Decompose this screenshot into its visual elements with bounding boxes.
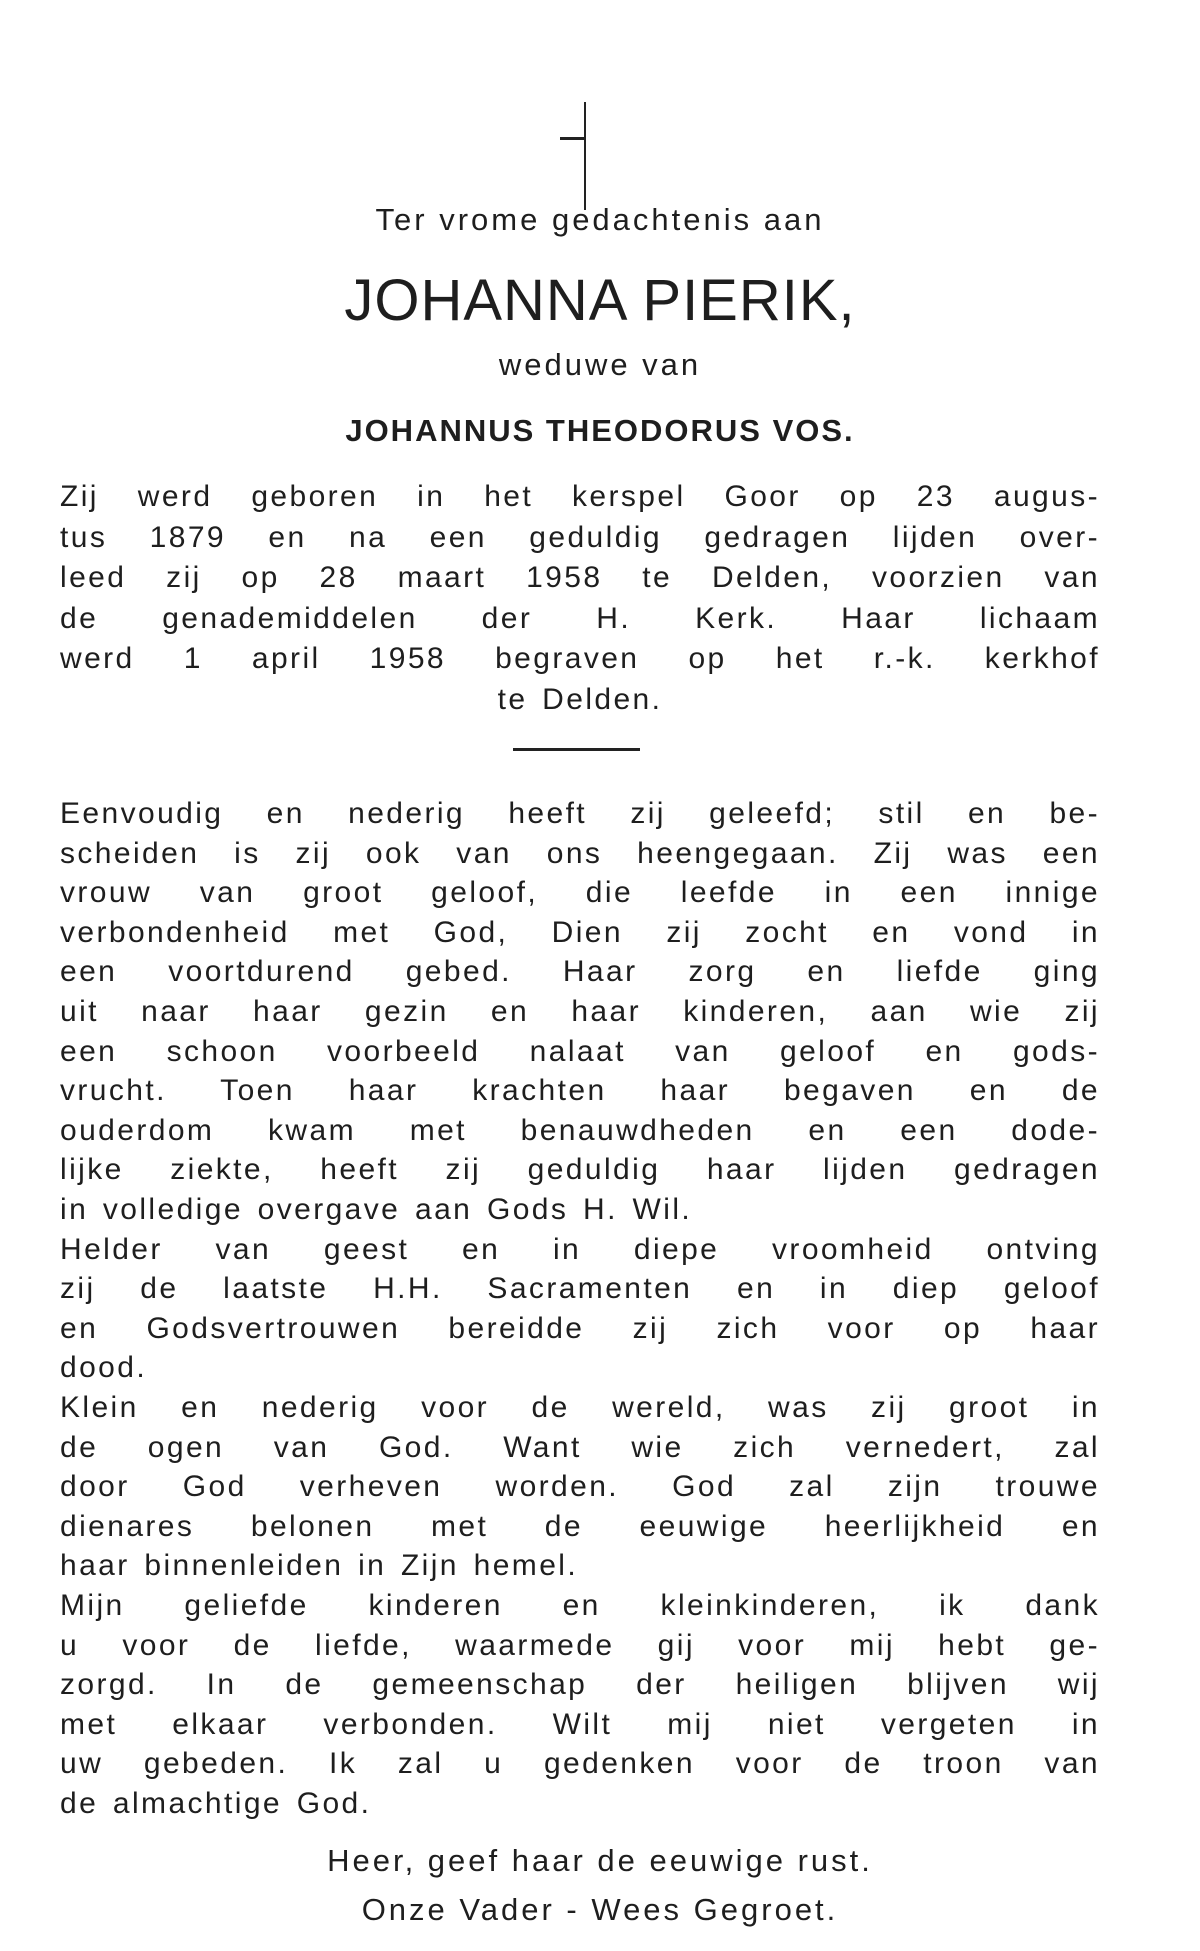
tribute-line: vrouw van groot geloof, die leefde in een innige bbox=[60, 876, 1100, 910]
biography-line: Zij werd geboren in het kerspel Goor op 23 augus- bbox=[60, 480, 1100, 513]
tribute-line: Klein en nederig voor de wereld, was zij groot in bbox=[60, 1391, 1100, 1424]
tribute-line: vrucht. Toen haar krachten haar begaven en de bbox=[60, 1074, 1100, 1108]
tribute-line: in volledige overgave aan Gods H. Wil. bbox=[60, 1193, 693, 1226]
biography-line: te Delden. bbox=[497, 682, 663, 716]
intro-text: Ter vrome gedachtenis aan bbox=[375, 202, 825, 237]
tribute-line: Mijn geliefde kinderen en kleinkinderen, ik dank bbox=[60, 1589, 1100, 1622]
tribute-line: een voortdurend gebed. Haar zorg en liefde ging bbox=[60, 955, 1100, 989]
tribute-line: scheiden is zij ook van ons heengegaan. Zij was een bbox=[60, 836, 1100, 870]
tribute-line: een schoon voorbeeld nalaat van geloof en gods- bbox=[60, 1034, 1100, 1068]
tribute-line: haar binnenleiden in Zijn hemel. bbox=[60, 1549, 579, 1583]
husband-name: JOHANNUS THEODORUS VOS. bbox=[345, 413, 855, 448]
tribute-line: dienares belonen met de eeuwige heerlijkheid en bbox=[60, 1509, 1100, 1543]
tribute-line: zorgd. In de gemeenschap der heiligen blijven wij bbox=[60, 1668, 1100, 1702]
tribute-line: door God verheven worden. God zal zijn trouwe bbox=[60, 1470, 1100, 1504]
cross-icon-bar bbox=[560, 137, 586, 140]
tribute-line: lijke ziekte, heeft zij geduldig haar lijden gedragen bbox=[60, 1153, 1100, 1187]
biography-line: de genademiddelen der H. Kerk. Haar lichaam bbox=[60, 601, 1100, 635]
tribute-line: uit naar haar gezin en haar kinderen, aan wie zij bbox=[60, 995, 1100, 1028]
tribute-line: de ogen van God. Want wie zich vernedert, zal bbox=[60, 1430, 1100, 1464]
tribute-line: Eenvoudig en nederig heeft zij geleefd; stil en be- bbox=[60, 797, 1100, 830]
tribute-line: uw gebeden. Ik zal u gedenken voor de troon van bbox=[60, 1747, 1100, 1781]
tribute-line: u voor de liefde, waarmede gij voor mij hebt ge- bbox=[60, 1628, 1100, 1662]
tribute-line: Helder van geest en in diepe vroomheid ontving bbox=[60, 1232, 1100, 1266]
tribute-line: dood. bbox=[60, 1351, 148, 1385]
tribute-line: de almachtige God. bbox=[60, 1787, 372, 1820]
biography-line: leed zij op 28 maart 1958 te Delden, voorzien van bbox=[60, 561, 1100, 594]
deceased-name: JOHANNA PIERIK, bbox=[344, 268, 856, 333]
tribute-line: verbondenheid met God, Dien zij zocht en vond in bbox=[60, 915, 1100, 949]
tribute-line: met elkaar verbonden. Wilt mij niet vergeten in bbox=[60, 1707, 1100, 1741]
biography-line: tus 1879 en na een geduldig gedragen lijden over- bbox=[60, 520, 1100, 554]
cross-icon bbox=[584, 102, 586, 210]
widow-of-text: weduwe van bbox=[498, 347, 702, 382]
biography-line: werd 1 april 1958 begraven op het r.-k. kerkhof bbox=[60, 642, 1100, 675]
closing-prayer: Heer, geef haar de eeuwige rust. bbox=[327, 1843, 873, 1878]
divider bbox=[513, 748, 640, 751]
closing-prayers: Onze Vader - Wees Gegroet. bbox=[361, 1892, 839, 1927]
tribute-line: zij de laatste H.H. Sacramenten en in diep geloof bbox=[60, 1272, 1100, 1306]
tribute-line: en Godsvertrouwen bereidde zij zich voor op haar bbox=[60, 1311, 1100, 1345]
tribute-line: ouderdom kwam met benauwdheden en een dode- bbox=[60, 1113, 1100, 1147]
